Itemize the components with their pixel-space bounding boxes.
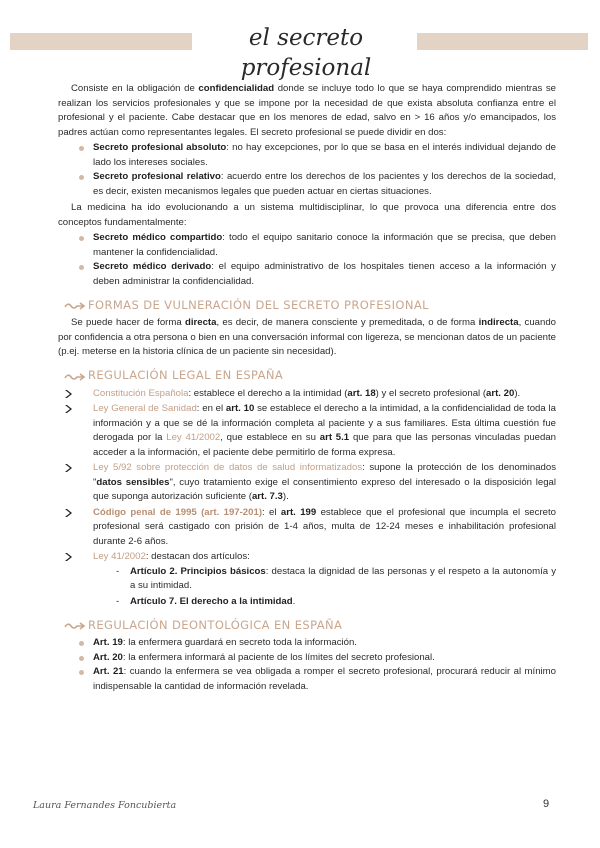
intro-list-2 (58, 231, 556, 289)
intro-list (58, 141, 556, 199)
list-item: Ley General de Sanidad: en el art. 10 se establece el derecho a la intimidad, a la confidencialidad de toda la información y a que se dé la información completa al paciente y a sus familiares. Esta última cuestión fue derogada por la Ley 41/2002, que establece en su art 5.1 que para que las personas vinculadas puedan acceder a la información, el paciente debe permitirlo de forma expresa. (93, 402, 556, 460)
chevron-right-icon (64, 552, 74, 562)
header-banner (10, 25, 588, 81)
chevron-right-icon (64, 508, 74, 518)
chevron-right-icon (64, 404, 74, 414)
banner-bar-left (10, 33, 192, 50)
squiggle-arrow-icon (64, 370, 86, 382)
squiggle-arrow-icon (64, 299, 86, 311)
section-heading-deontologica: REGULACIÓN DEONTOLÓGICA EN ESPAÑA (64, 617, 556, 633)
list-item: Art. 19: la enfermera guardará en secreto toda la información. (93, 636, 556, 651)
list-item: Código penal de 1995 (art. 197-201): el art. 199 establece que el profesional que incumpla el secreto profesional será castigado con prisión de 1-4 años, multa de 12-24 meses e inhabilitación profesional durante 2-6 años. (93, 506, 556, 550)
footer-author: Laura Fernandes Foncubierta (33, 800, 177, 811)
intro-paragraph-2: La medicina ha ido evolucionando a un sistema multidisciplinar, lo que provoca una diferencia entre dos conceptos fundamentalmente: (58, 202, 556, 228)
sub-list (93, 565, 556, 610)
squiggle-arrow-icon (64, 619, 86, 631)
list-item: - Artículo 2. Principios básicos: destaca la dignidad de las personas y el respeto a la autonomía y a su intimidad. (130, 565, 556, 594)
list-item: Ley 41/2002: destacan dos artículos: - Artículo 2. Principios básicos: destaca la dignidad de las personas y el respeto a la autonomía y a su intimidad. - Artículo 7. El derecho a la intimidad. (93, 550, 556, 609)
page-title: el secreto profesional (240, 25, 372, 81)
list-item: Secreto profesional absoluto: no hay excepciones, por lo que se basa en el interés individual dejando de lado los intereses sociales. (93, 141, 556, 170)
deontologica-list (58, 636, 556, 694)
vulneracion-paragraph: Se puede hacer de forma directa, es decir, de manera consciente y premeditada, o de forma indirecta, cuando por confidencia a otra persona o bien en una conversación informal con ligereza, se mencionan datos de un paciente (p.ej. meterse en la historia clínica de un paciente sin necesidad). (58, 317, 556, 357)
chevron-right-icon (64, 463, 74, 473)
list-item: Ley 5/92 sobre protección de datos de salud informatizados: supone la protección de los denominados "datos sensibles", cuyo tratamiento exige el consentimiento expreso del interesado o la disposición legal que suponga autorización suficiente (art. 7.3). (93, 461, 556, 505)
legal-list (58, 387, 556, 610)
list-item: - Artículo 7. El derecho a la intimidad. (130, 595, 556, 610)
list-item: Constitución Española: establece el derecho a la intimidad (art. 18) y el secreto profesional (art. 20). (93, 387, 556, 402)
list-item: Art. 20: la enfermera informará al paciente de los límites del secreto profesional. (93, 651, 556, 666)
chevron-right-icon (64, 389, 74, 399)
document-body (58, 82, 556, 696)
section-heading-vulneracion: FORMAS DE VULNERACIÓN DEL SECRETO PROFESIONAL (64, 297, 556, 313)
list-item: Secreto médico compartido: todo el equipo sanitario conoce la información que se precisa, que deben mantener la confidencialidad. (93, 231, 556, 260)
list-item: Art. 21: cuando la enfermera se vea obligada a romper el secreto profesional, procurará reducir al mínimo indispensable la cantidad de información revelada. (93, 665, 556, 694)
page-number: 9 (543, 798, 550, 810)
section-heading-legal: REGULACIÓN LEGAL EN ESPAÑA (64, 368, 556, 384)
banner-bar-right (417, 33, 588, 50)
intro-paragraph: Consiste en la obligación de confidencialidad donde se incluye todo lo que se haya comprendido mientras se realizan los servicios profesionales y que se impone por la necesidad de que exista absoluta confianza entre el profesional y el paciente. Cabe destacar que en los menores de edad, salvo en > 16 años y/o emancipados, los padres actúan como representantes legales. El secreto profesional se puede dividir en dos: (58, 83, 556, 138)
list-item: Secreto profesional relativo: acuerdo entre los derechos de los pacientes y los derechos de la sociedad, es decir, existen mecanismos legales que pueden actuar en ciertas situaciones. (93, 170, 556, 199)
list-item: Secreto médico derivado: el equipo administrativo de los hospitales tienen acceso a la información y deben administrar la confidencialidad. (93, 260, 556, 289)
